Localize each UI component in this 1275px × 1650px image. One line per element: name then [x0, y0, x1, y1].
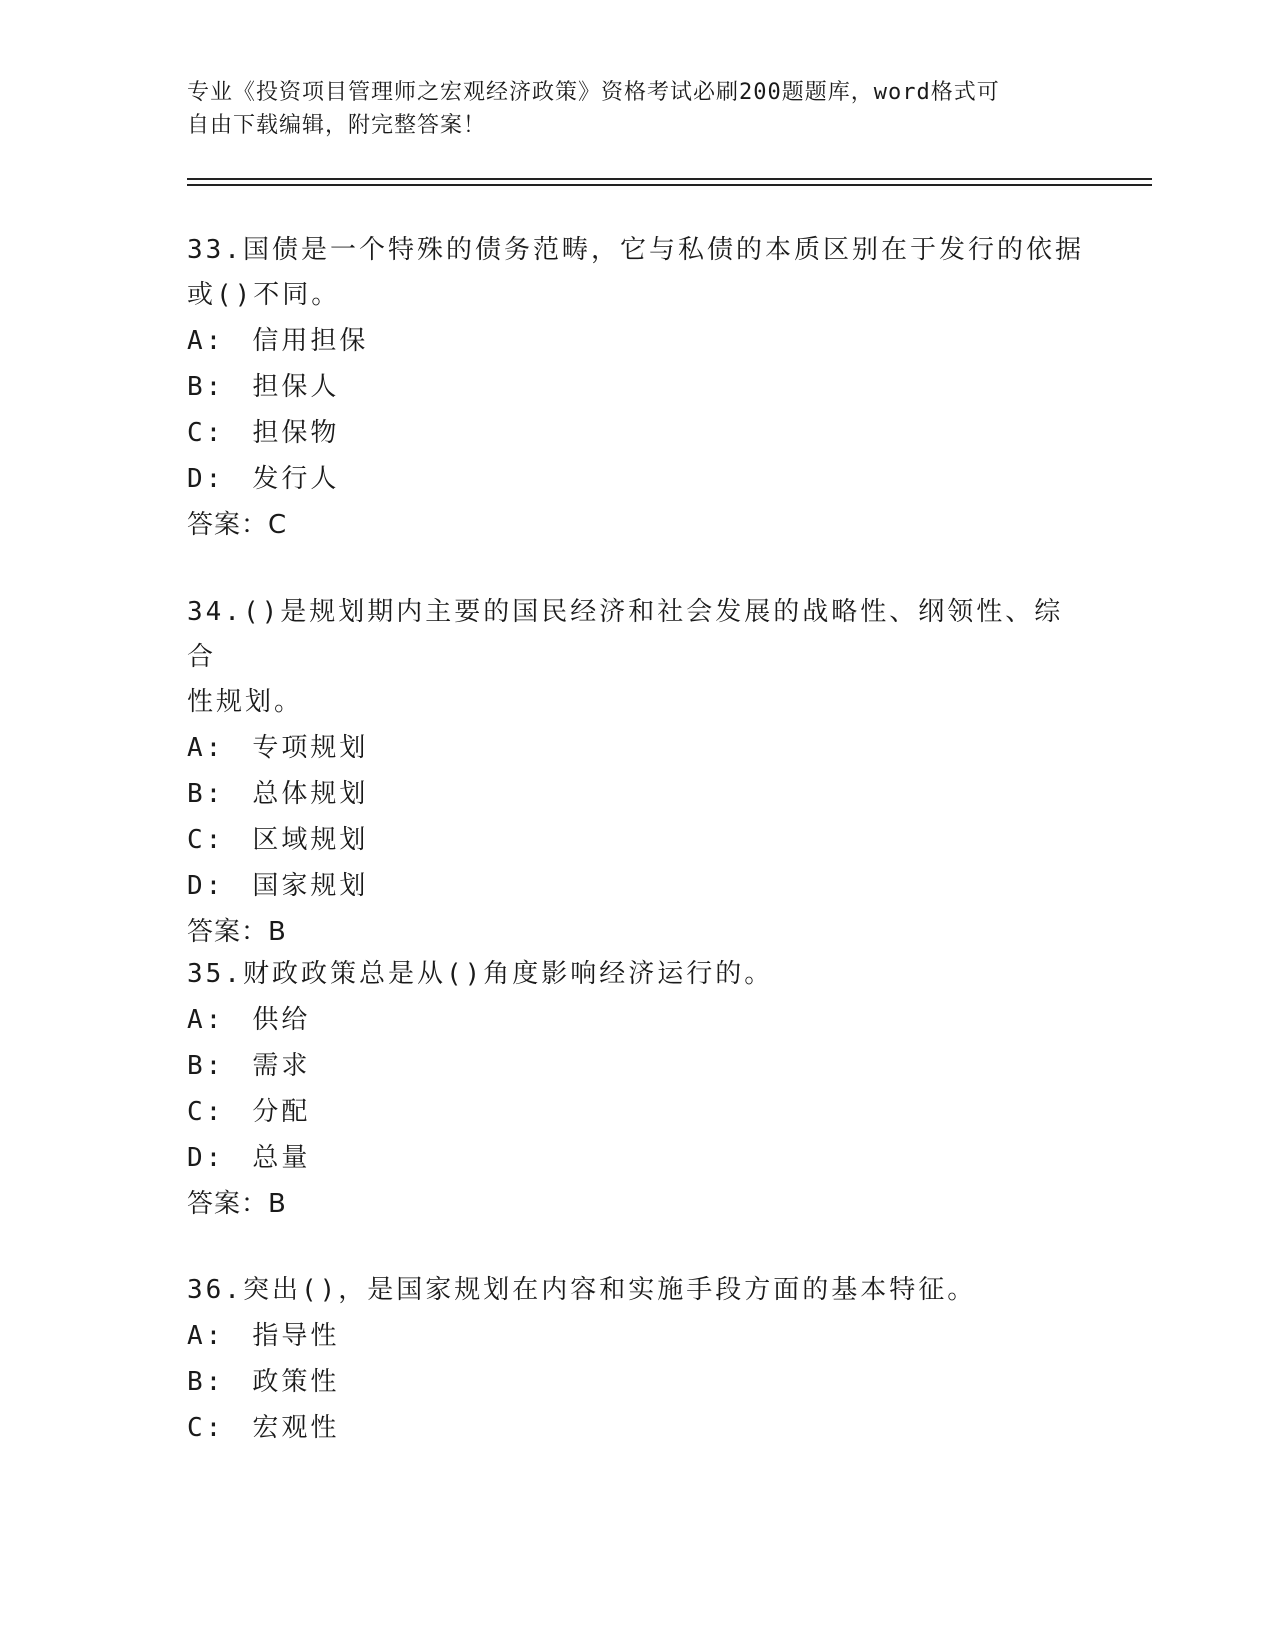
document-header [187, 76, 1067, 142]
option-text: 指导性 [252, 1321, 340, 1351]
header-divider-top [187, 178, 1152, 180]
option-b [187, 1043, 1087, 1089]
option-letter: C: [187, 1097, 225, 1127]
question-stem-line-1: 36.突出()，是国家规划在内容和实施手段方面的基本特征。 [187, 1275, 977, 1305]
question-34 [187, 590, 1087, 955]
option-b [187, 364, 1087, 410]
option-text: 需求 [252, 1051, 311, 1081]
option-letter: A: [187, 1321, 225, 1351]
option-a [187, 1313, 1087, 1359]
question-stem-line-2: 或()不同。 [187, 280, 341, 310]
option-letter: D: [187, 464, 225, 494]
header-divider-bottom [187, 184, 1152, 186]
option-letter: B: [187, 1367, 225, 1397]
question-33 [187, 228, 1087, 548]
option-b [187, 771, 1087, 817]
question-stem-line-2: 性规划。 [187, 687, 304, 717]
option-c [187, 817, 1087, 863]
option-a [187, 318, 1087, 364]
option-b [187, 1359, 1087, 1405]
option-text: 专项规划 [252, 733, 369, 763]
option-letter: C: [187, 825, 225, 855]
option-letter: A: [187, 1005, 225, 1035]
option-d [187, 456, 1087, 502]
header-line-1: 专业《投资项目管理师之宏观经济政策》资格考试必刷200题题库，word格式可 [187, 80, 1000, 105]
option-text: 总量 [252, 1143, 311, 1173]
option-d [187, 863, 1087, 909]
answer-line: 答案：B [187, 1189, 287, 1219]
option-letter: D: [187, 1143, 225, 1173]
option-text: 宏观性 [252, 1413, 340, 1443]
option-letter: D: [187, 871, 225, 901]
option-c [187, 1405, 1087, 1451]
option-text: 国家规划 [252, 871, 369, 901]
question-stem-line-1: 33.国债是一个特殊的债务范畴，它与私债的本质区别在于发行的依据 [187, 235, 1084, 265]
option-letter: B: [187, 779, 225, 809]
option-c [187, 410, 1087, 456]
answer-line: 答案：B [187, 917, 287, 947]
option-letter: B: [187, 372, 225, 402]
question-35 [187, 952, 1087, 1227]
option-letter: B: [187, 1051, 225, 1081]
question-stem-line-1: 34.()是规划期内主要的国民经济和社会发展的战略性、纲领性、综合 [187, 597, 1064, 672]
option-text: 分配 [252, 1097, 311, 1127]
option-text: 供给 [252, 1005, 311, 1035]
header-line-2: 自由下载编辑，附完整答案！ [187, 113, 487, 138]
option-text: 总体规划 [252, 779, 369, 809]
option-letter: C: [187, 418, 225, 448]
option-a [187, 725, 1087, 771]
answer-line: 答案：C [187, 510, 288, 540]
option-c [187, 1089, 1087, 1135]
option-letter: A: [187, 733, 225, 763]
option-letter: A: [187, 326, 225, 356]
option-text: 担保物 [252, 418, 340, 448]
question-stem-line-1: 35.财政政策总是从()角度影响经济运行的。 [187, 959, 774, 989]
option-text: 政策性 [252, 1367, 340, 1397]
option-text: 信用担保 [252, 326, 369, 356]
option-d [187, 1135, 1087, 1181]
option-text: 发行人 [252, 464, 340, 494]
option-letter: C: [187, 1413, 225, 1443]
option-a [187, 997, 1087, 1043]
option-text: 区域规划 [252, 825, 369, 855]
question-36 [187, 1268, 1087, 1451]
option-text: 担保人 [252, 372, 340, 402]
